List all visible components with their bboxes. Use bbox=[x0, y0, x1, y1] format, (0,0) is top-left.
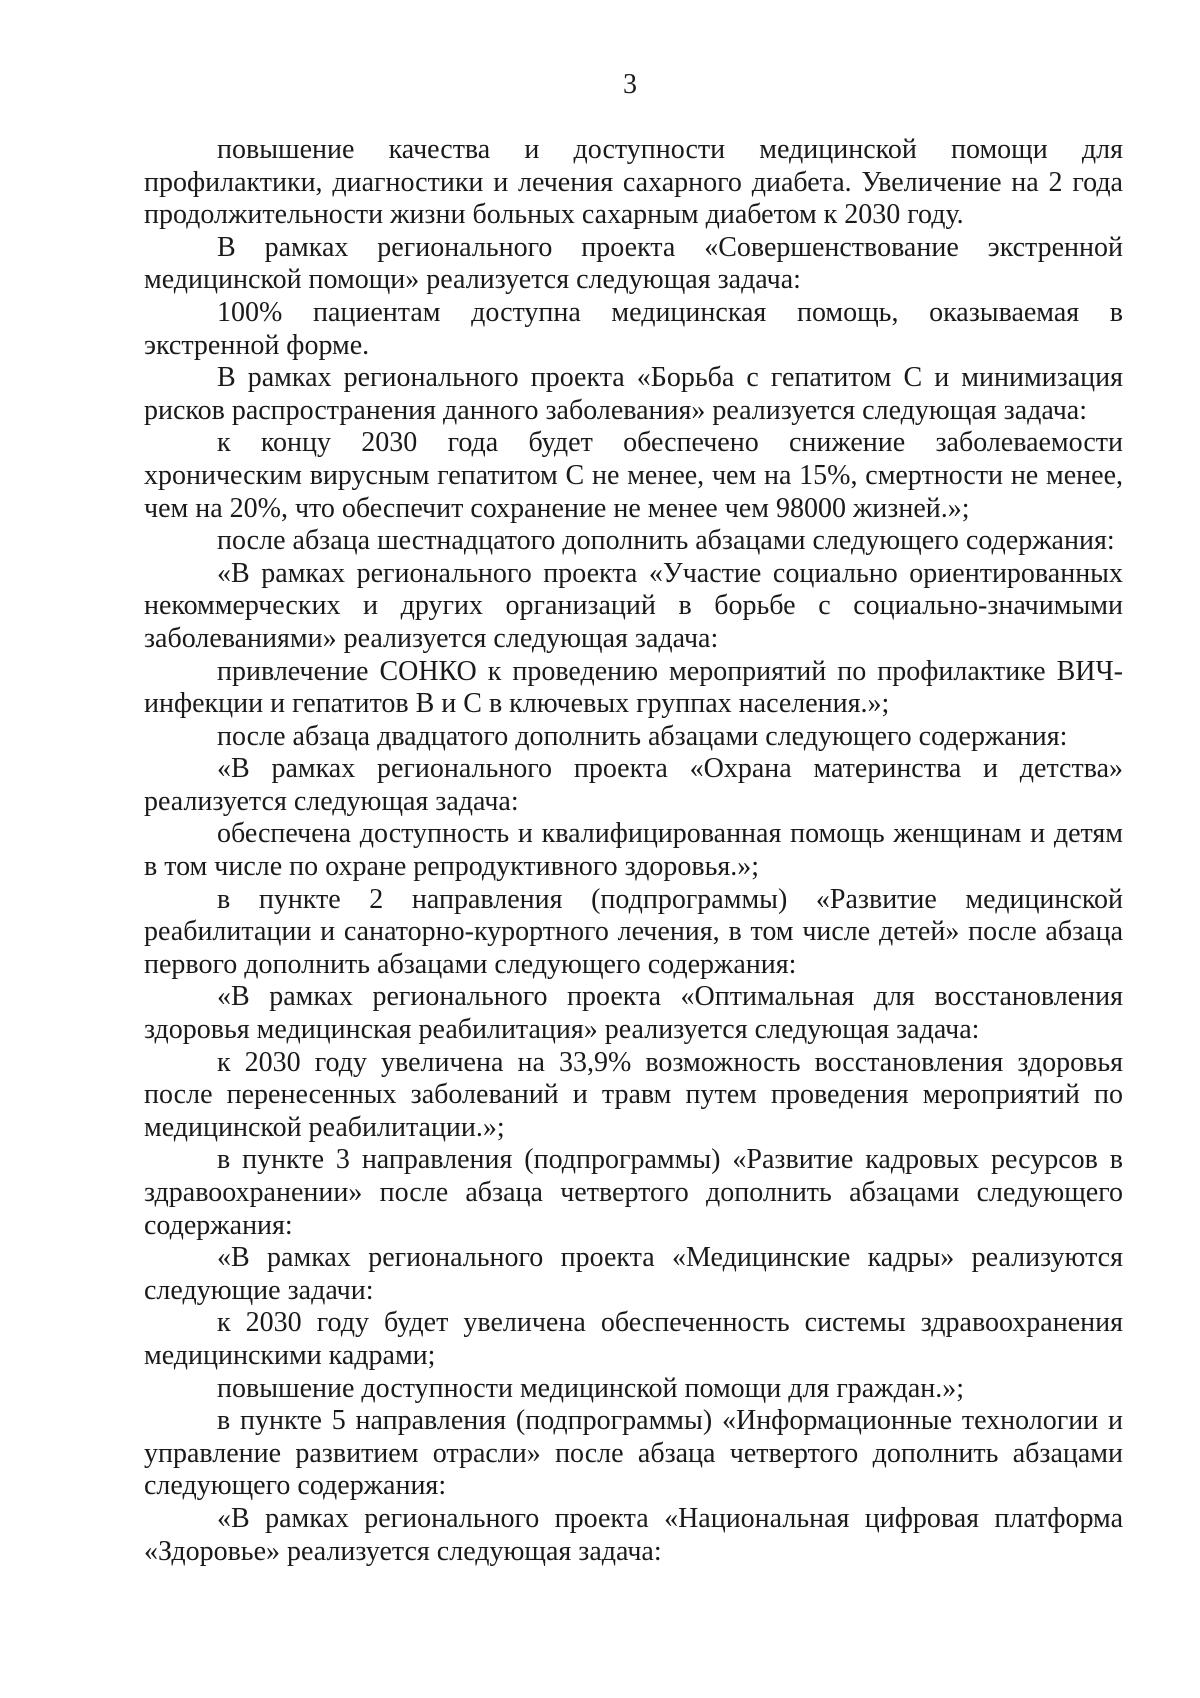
paragraph-9: после абзаца двадцатого дополнить абзацами следующего содержания: bbox=[217, 720, 1068, 752]
document-body bbox=[144, 134, 1123, 1568]
paragraph-18: повышение доступности медицинской помощи для граждан.»; bbox=[217, 1372, 965, 1404]
paragraph-6: после абзаца шестнадцатого дополнить абзацами следующего содержания: bbox=[217, 525, 1115, 557]
paragraph-10: «В рамках регионального проекта «Охрана материнства и детства» реализуется следующая задача: bbox=[144, 753, 1123, 817]
paragraph-14: к 2030 году увеличена на 33,9% возможность восстановления здоровья после перенесенных заболеваний и травм путем проведения мероприятий по медицинской реабилитации.»; bbox=[144, 1046, 1123, 1143]
paragraph-15: в пункте 3 направления (подпрограммы) «Развитие кадровых ресурсов в здравоохранении» после абзаца четвертого дополнить абзацами следующего содержания: bbox=[144, 1144, 1123, 1241]
paragraph-8: привлечение СОНКО к проведению мероприятий по профилактике ВИЧ-инфекции и гепатитов В и С в ключевых группах населения.»; bbox=[144, 655, 1123, 720]
paragraph-5: к концу 2030 года будет обеспечено снижение заболеваемости хроническим вирусным гепатитом С не менее, чем на 15%, смертности не менее, чем на 20%, что обеспечит сохранение не менее чем 98000 жизней.»; bbox=[144, 427, 1123, 524]
paragraph-12: в пункте 2 направления (подпрограммы) «Развитие медицинской реабилитации и санаторно-курортного лечения, в том числе детей» после абзаца первого дополнить абзацами следующего содержания: bbox=[144, 883, 1123, 980]
paragraph-13: «В рамках регионального проекта «Оптимальная для восстановления здоровья медицинская реабилитация» реализуется следующая задача: bbox=[144, 981, 1123, 1046]
paragraph-2: В рамках регионального проекта «Совершенствование экстренной медицинской помощи» реализуется следующая задача: bbox=[144, 231, 1123, 296]
page-number: 3 bbox=[623, 69, 637, 100]
paragraph-3: 100% пациентам доступна медицинская помощь, оказываемая в экстренной форме. bbox=[144, 296, 1123, 361]
paragraph-7: «В рамках регионального проекта «Участие социально ориентированных некоммерческих и других организаций в борьбе с социально-значимыми заболеваниями» реализуется следующая задача: bbox=[144, 557, 1123, 654]
paragraph-11: обеспечена доступность и квалифицированная помощь женщинам и детям в том числе по охране репродуктивного здоровья.»; bbox=[144, 818, 1123, 883]
paragraph-16: «В рамках регионального проекта «Медицинские кадры» реализуются следующие задачи: bbox=[144, 1242, 1123, 1306]
paragraph-17: к 2030 году будет увеличена обеспеченность системы здравоохранения медицинскими кадрами; bbox=[144, 1307, 1123, 1371]
paragraph-1: повышение качества и доступности медицинской помощи для профилактики, диагностики и лечения сахарного диабета. Увеличение на 2 года продолжительности жизни больных сахарным диабетом к 2030 году. bbox=[144, 134, 1123, 231]
paragraph-20: «В рамках регионального проекта «Национальная цифровая платформа «Здоровье» реализуется следующая задача: bbox=[144, 1502, 1123, 1567]
paragraph-19: в пункте 5 направления (подпрограммы) «Информационные технологии и управление развитием отрасли» после абзаца четвертого дополнить абзацами следующего содержания: bbox=[144, 1405, 1123, 1502]
paragraph-4: В рамках регионального проекта «Борьба с гепатитом С и минимизация рисков распространения данного заболевания» реализуется следующая задача: bbox=[144, 362, 1123, 426]
